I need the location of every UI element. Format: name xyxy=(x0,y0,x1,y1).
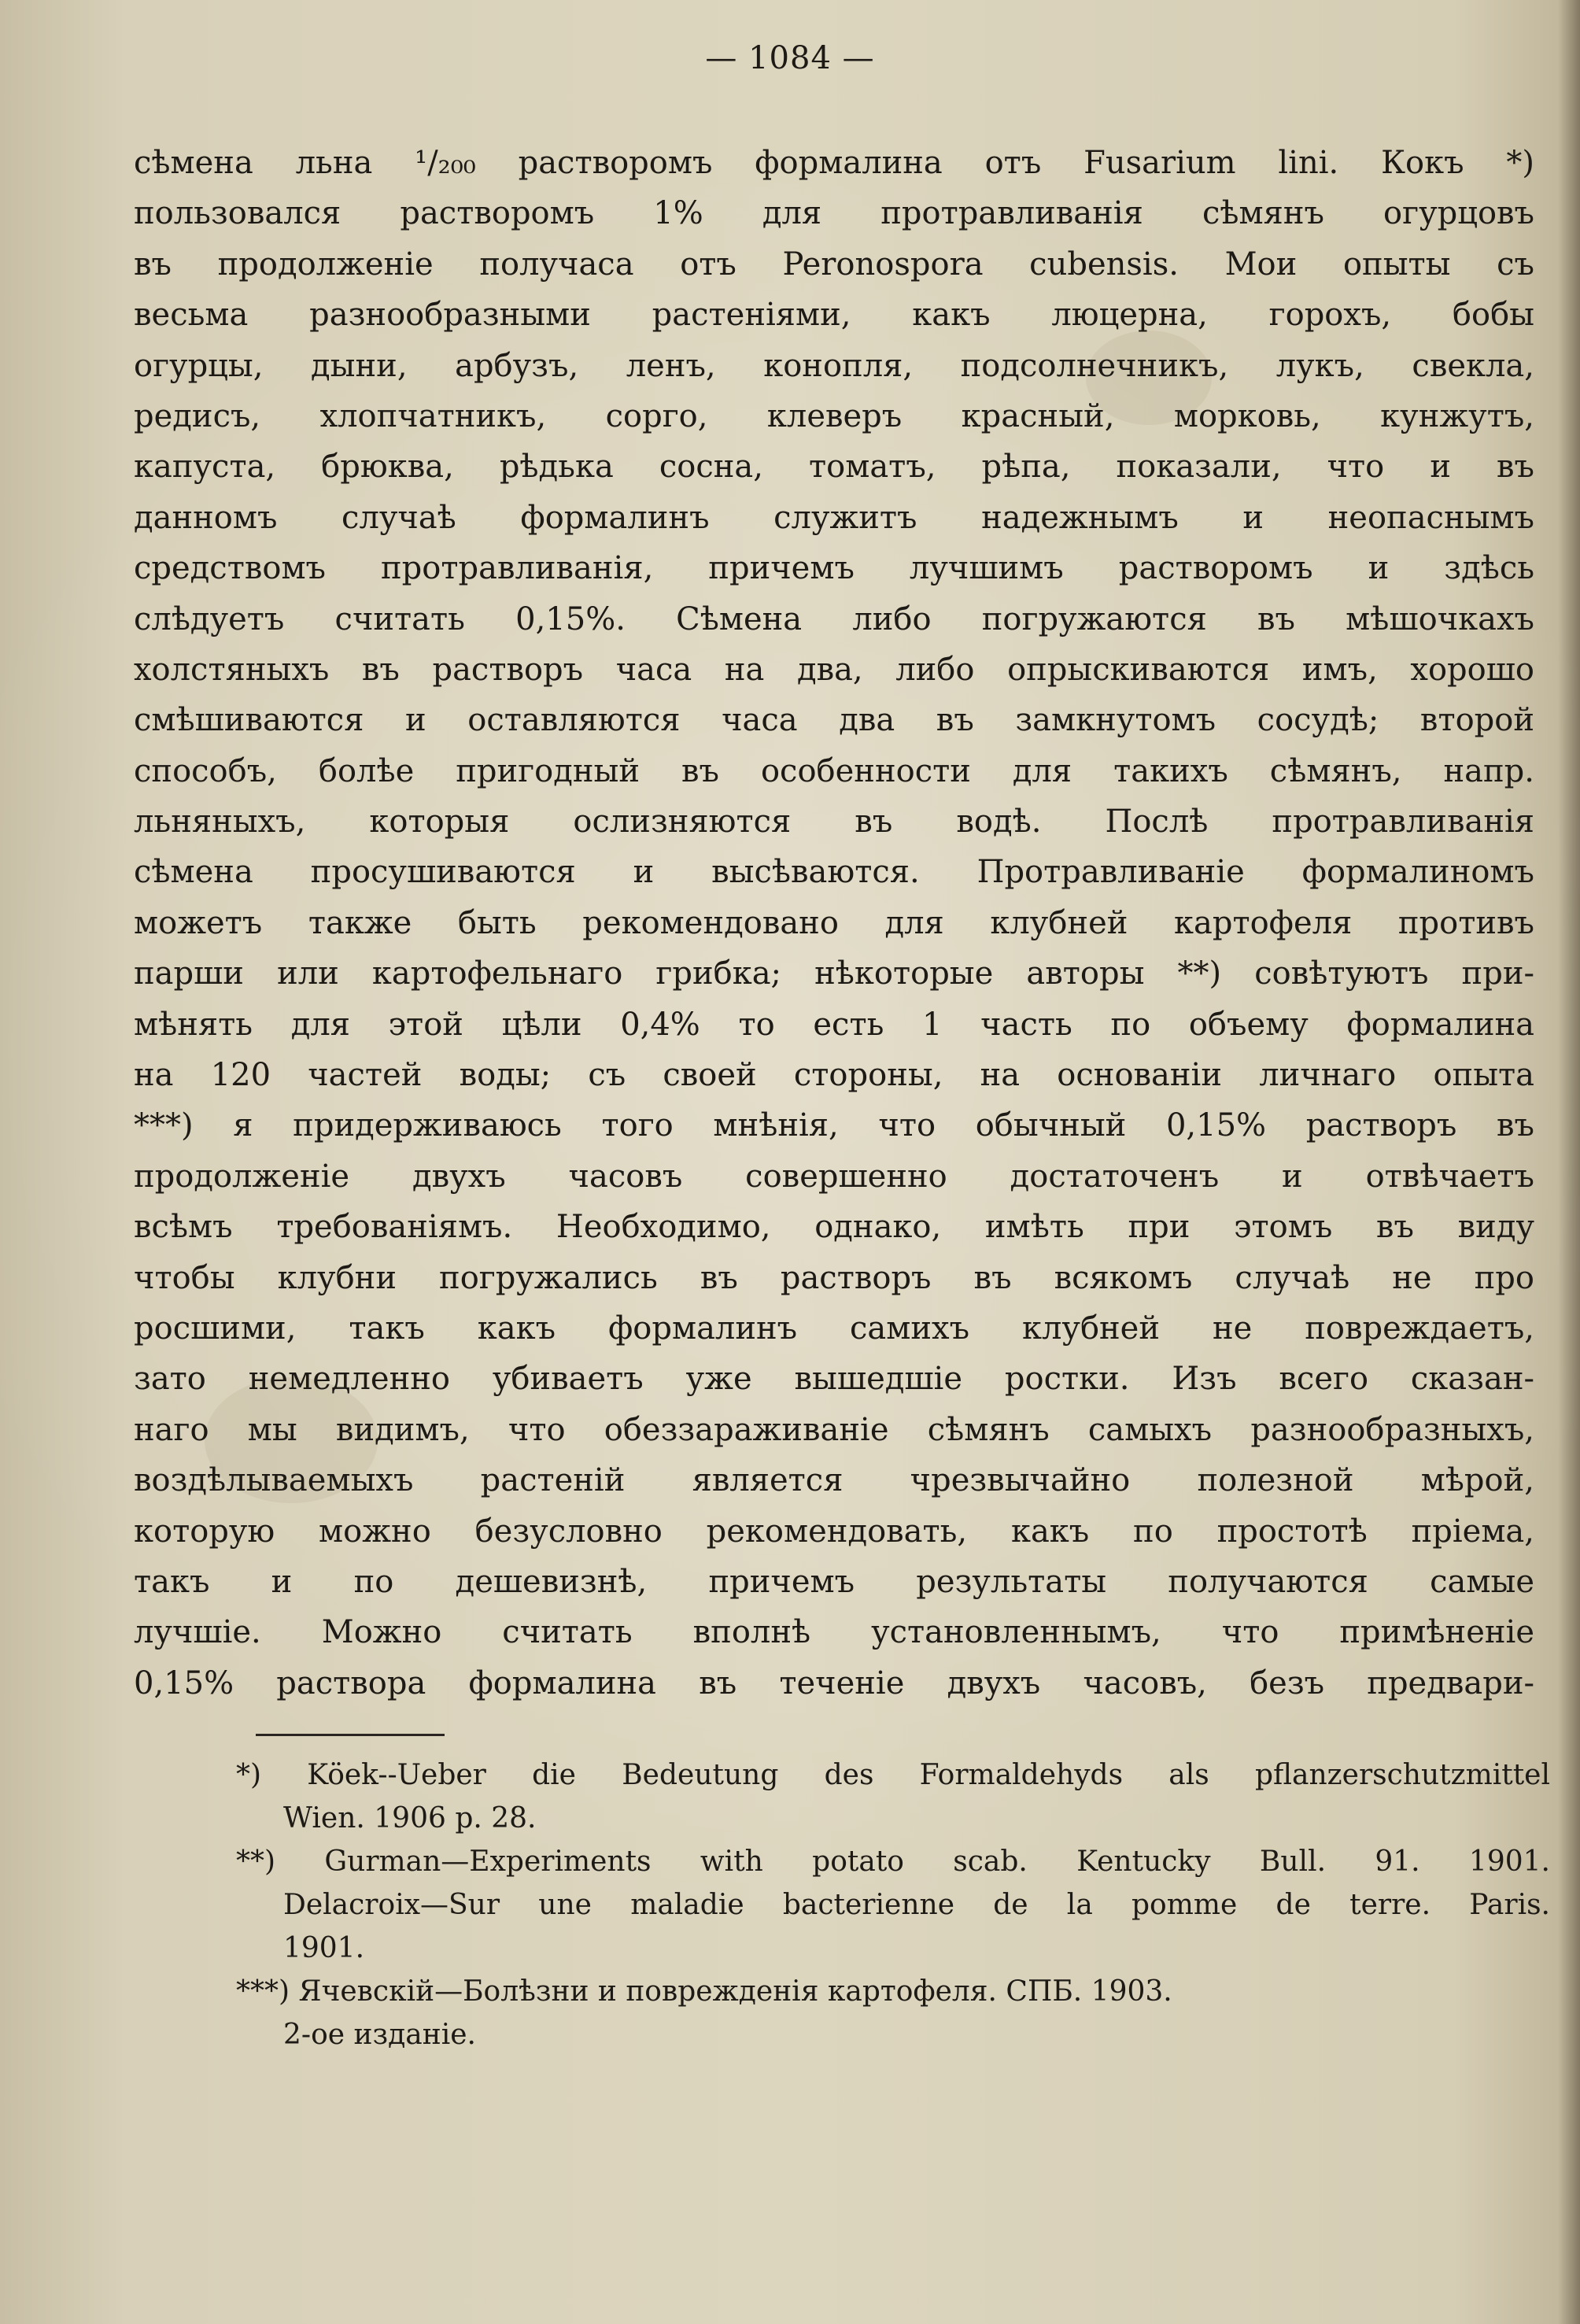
text-line: данномъ случаѣ формалинъ служитъ надежнымъ и неопаснымъ xyxy=(134,499,1534,536)
text-line: такъ и по дешевизнѣ, причемъ результаты получаются самые xyxy=(134,1563,1534,1600)
text-line: весьма разнообразными растеніями, какъ люцерна, горохъ, бобы xyxy=(134,297,1534,334)
text-line: на 120 частей воды; съ своей стороны, на основаніи личнаго опыта xyxy=(134,1057,1534,1094)
footnote-separator xyxy=(256,1734,445,1736)
page-edge-shadow xyxy=(1558,0,1580,2324)
text-line: наго мы видимъ, что обеззараживаніе сѣмянъ самыхъ разнообразныхъ, xyxy=(134,1411,1534,1448)
footnote-2-continuation: 1901. xyxy=(283,1932,365,1964)
text-line: лучшіе. Можно считать вполнѣ установленнымъ, что примѣненіе xyxy=(134,1614,1534,1651)
text-line: въ продолженіе получаса отъ Peronospora cubensis. Мои опыты съ xyxy=(134,246,1534,283)
text-line: редисъ, хлопчатникъ, сорго, клеверъ красный, морковь, кунжутъ, xyxy=(134,397,1534,434)
text-line: всѣмъ требованіямъ. Необходимо, однако, имѣть при этомъ въ виду xyxy=(134,1209,1534,1246)
body-text xyxy=(134,138,1534,1709)
text-line: смѣшиваются и оставляются часа два въ замкнутомъ сосудѣ; второй xyxy=(134,702,1534,739)
text-line: можетъ также быть рекомендовано для клубней картофеля противъ xyxy=(134,904,1534,941)
text-line: средствомъ протравливанія, причемъ лучшимъ растворомъ и здѣсь xyxy=(134,550,1534,587)
text-line: способъ, болѣе пригодный въ особенности для такихъ сѣмянъ, напр. xyxy=(134,752,1534,789)
text-line: ***) я придерживаюсь того мнѣнія, что обычный 0,15% растворъ въ xyxy=(134,1107,1534,1144)
text-line: парши или картофельнаго грибка; нѣкоторые авторы **) совѣтуютъ при- xyxy=(134,955,1534,992)
footnote-3: ***) Ячевскій—Болѣзни и поврежденія картофеля. СПБ. 1903. xyxy=(236,1975,1172,2008)
text-line: слѣдуетъ считать 0,15%. Сѣмена либо погружаются въ мѣшочкахъ xyxy=(134,600,1534,637)
footnote-2-continuation: Delacroix—Sur une maladie bacterienne de la pomme de terre. Paris. xyxy=(283,1889,1550,1921)
text-line: сѣмена льна ¹/₂₀₀ растворомъ формалина отъ Fusarium lini. Кокъ *) xyxy=(134,145,1534,181)
text-line: пользовался растворомъ 1% для протравливанія сѣмянъ огурцовъ xyxy=(134,195,1534,232)
text-line: которую можно безусловно рекомендовать, какъ по простотѣ пріема, xyxy=(134,1513,1534,1550)
text-line: росшими, такъ какъ формалинъ самихъ клубней не повреждаетъ, xyxy=(134,1310,1534,1347)
text-line: огурцы, дыни, арбузъ, ленъ, конопля, подсолнечникъ, лукъ, свекла, xyxy=(134,347,1534,384)
text-line: продолженіе двухъ часовъ совершенно достаточенъ и отвѣчаетъ xyxy=(134,1158,1534,1195)
page-number: — 1084 — xyxy=(705,40,875,76)
footnote-1: *) Köek--Ueber die Bedeutung des Formaldehyds als pflanzerschutzmittel xyxy=(236,1759,1550,1791)
text-line: мѣнять для этой цѣли 0,4% то есть 1 часть по объему формалина xyxy=(134,1006,1534,1043)
text-line: воздѣлываемыхъ растеній является чрезвычайно полезной мѣрой, xyxy=(134,1462,1534,1499)
text-line: льняныхъ, которыя ослизняются въ водѣ. Послѣ протравливанія xyxy=(134,804,1534,841)
footnote-3-continuation: 2-ое изданіе. xyxy=(283,2019,477,2051)
text-line: сѣмена просушиваются и высѣваются. Протравливаніе формалиномъ xyxy=(134,854,1534,891)
text-line: чтобы клубни погружались въ растворъ въ всякомъ случаѣ не про xyxy=(134,1259,1534,1296)
footnote-2: **) Gurman—Experiments with potato scab. Kentucky Bull. 91. 1901. xyxy=(236,1846,1550,1878)
text-line: 0,15% раствора формалина въ теченіе двухъ часовъ, безъ предвари- xyxy=(134,1664,1534,1701)
footnotes xyxy=(236,1753,1550,2056)
text-line: холстяныхъ въ растворъ часа на два, либо опрыскиваются имъ, хорошо xyxy=(134,651,1534,688)
text-line: зато немедленно убиваетъ уже вышедшіе ростки. Изъ всего сказан- xyxy=(134,1361,1534,1398)
footnote-1-continuation: Wien. 1906 p. 28. xyxy=(283,1802,537,1834)
text-line: капуста, брюква, рѣдька сосна, томатъ, рѣпа, показали, что и въ xyxy=(134,449,1534,486)
